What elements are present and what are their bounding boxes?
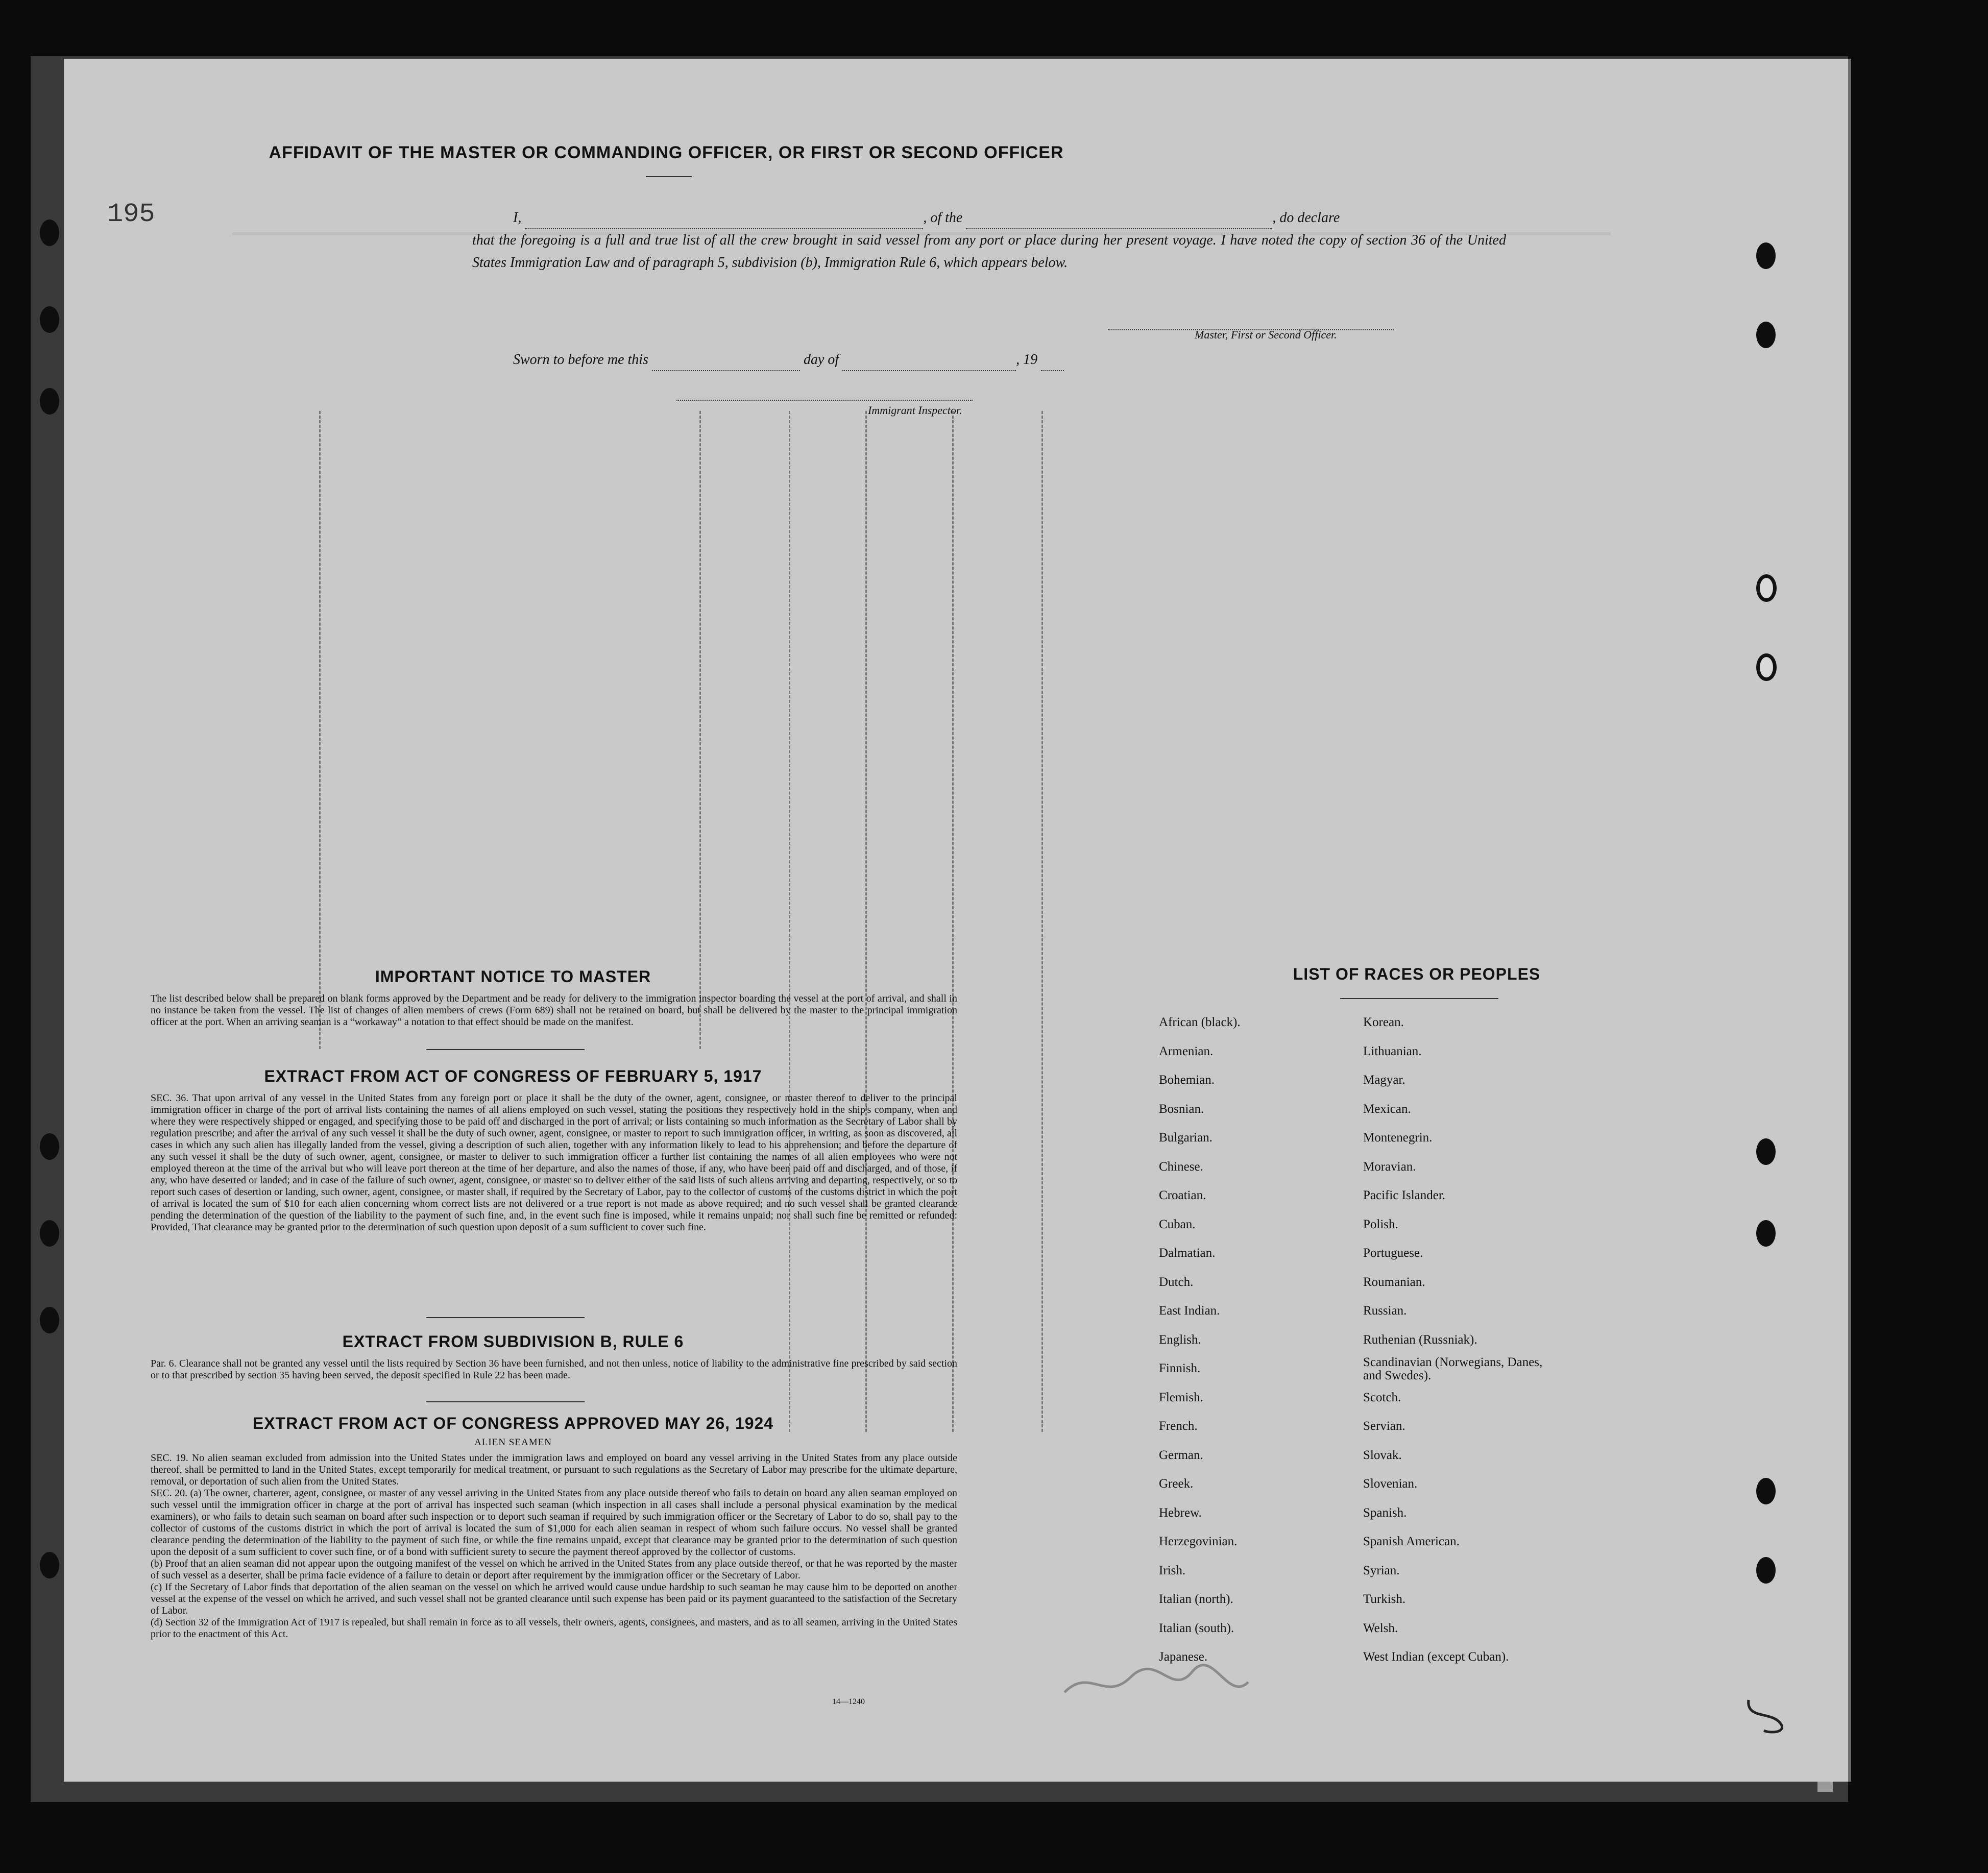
sec20d-text: (d) Section 32 of the Immigration Act of 1917 is repealed, but shall remain in force as to all vessels, their owners, agents, consignees, and masters, and as to all seamen, arriving in the United States prior to the enactment of this Act. — [151, 1617, 957, 1640]
punch-hole — [1756, 1557, 1776, 1584]
affidavit-of-the-label: , of the — [923, 210, 963, 226]
punch-hole — [1756, 1220, 1776, 1247]
grid-line — [699, 411, 701, 1049]
notice-body: The list described below shall be prepared on blank forms approved by the Department and be ready for delivery to the immigration inspector boarding the vessel at the port of arrival, and shall in no instance be taken from the vessel. The list of changes of alien members of crews (Form 689) shall not be retained on board, but shall be delivered by the master to the principal immigration officer at the port. When an arriving seaman is a “workaway” a notation to that effect should be made on the manifest. — [151, 993, 957, 1028]
extract-rule6-title: EXTRACT FROM SUBDIVISION B, RULE 6 — [342, 1332, 684, 1351]
race-item: German. — [1159, 1448, 1203, 1462]
extract-1917-title: EXTRACT FROM ACT OF CONGRESS OF FEBRUARY 5, 1917 — [264, 1067, 762, 1085]
day-of-label: day of — [803, 352, 839, 368]
race-item: Herzegovinian. — [1159, 1535, 1238, 1548]
race-item: Korean. — [1363, 1015, 1404, 1029]
race-item: Lithuanian. — [1363, 1044, 1422, 1058]
races-title: LIST OF RACES OR PEOPLES — [1293, 965, 1541, 983]
section-divider — [426, 1317, 585, 1318]
grid-line — [1041, 411, 1043, 1432]
race-item: Flemish. — [1159, 1390, 1203, 1404]
race-item: Magyar. — [1363, 1073, 1405, 1087]
race-item: Armenian. — [1159, 1044, 1214, 1058]
race-item: Montenegrin. — [1363, 1131, 1433, 1145]
binder-hole — [40, 306, 59, 333]
manifest-sheet — [64, 59, 1851, 1782]
punch-hole — [1756, 322, 1776, 348]
race-item: Scotch. — [1363, 1390, 1401, 1404]
race-item: Slovak. — [1363, 1448, 1402, 1462]
punch-hole — [1756, 1138, 1776, 1165]
notice-title: IMPORTANT NOTICE TO MASTER — [375, 967, 651, 986]
race-item: Slovenian. — [1363, 1477, 1418, 1491]
binder-hole — [40, 1220, 59, 1247]
grid-line — [319, 411, 321, 1049]
punch-hole — [1756, 653, 1777, 681]
title-divider — [646, 176, 692, 177]
grid-line — [865, 411, 867, 1432]
race-item: Pacific Islander. — [1363, 1188, 1446, 1202]
race-item: Scandinavian (Norwegians, Danes, and Swedes). — [1363, 1355, 1543, 1382]
page-number: 195 — [107, 199, 155, 229]
race-item: Italian (north). — [1159, 1592, 1233, 1606]
race-item: East Indian. — [1159, 1304, 1220, 1318]
grid-line — [952, 411, 954, 1432]
sec19-text: SEC. 19. No alien seaman excluded from admission into the United States under the immigration laws and employed on board any vessel arriving in the United States from any place outside thereof, shall be permitted to land in the United States, except temporarily for medical treatment, or pursuant to such regulations as the Secretary of Labor may prescribe for the ultimate departure, removal, or deportation of such alien from the United States. — [151, 1452, 957, 1487]
sworn-line — [513, 349, 1177, 371]
sworn-date-field[interactable] — [652, 370, 800, 371]
extract-rule6-body: Par. 6. Clearance shall not be granted any vessel until the lists required by Section 36 have been furnished, and not then unless, notice of liability to the administrative fine prescribed by said section or to that prescribed by section 35 having been served, the deposit specified in Rule 22 has been made. — [151, 1358, 957, 1381]
binder-hole — [40, 1552, 59, 1578]
corner-mark — [1743, 1690, 1795, 1736]
sec20a-text: SEC. 20. (a) The owner, charterer, agent, consignee, or master of any vessel arriving in the United States from any place outside thereof who fails to detain on board any alien seaman employed on such vessel until the immigration officer in charge at the port of arrival has inspected such seaman (which inspection in all cases shall include a personal physical examination by the medical examiners), or who fails to detain such seaman on board after such inspection or to deport such seaman if required by such immigration officer or the Secretary of Labor to do so, shall pay to the collector of customs of the customs district in which the port of arrival is located the sum of $1,000 for each alien seaman in respect of whom such failure occurs. No vessel shall be granted clearance pending the determination of the liability to the payment of such fine, or while the fine remains unpaid, except that clearance may be granted prior to the determination of such question upon the deposit of a sum sufficient to cover such fine, or of a bond with sufficient surety to secure the payment thereof approved by the collector of customs. — [151, 1488, 957, 1558]
grid-line — [789, 411, 790, 1432]
race-item: Cuban. — [1159, 1217, 1196, 1231]
section-divider — [426, 1401, 585, 1402]
sec20b-text: (b) Proof that an alien seaman did not appear upon the outgoing manifest of the vessel on which he arrived in the United States from any place outside thereof, or that he was reported by the master of such vessel as a deserter, shall be prima facie evidence of a failure to detain or deport after requirement by the immigration officer or the Secretary of Labor. — [151, 1558, 957, 1581]
race-item: Ruthenian (Russniak). — [1363, 1332, 1477, 1347]
race-item: Moravian. — [1363, 1159, 1416, 1174]
binder-hole — [40, 1133, 59, 1160]
race-item: Croatian. — [1159, 1188, 1206, 1202]
race-item: Bosnian. — [1159, 1102, 1204, 1116]
race-item: Finnish. — [1159, 1361, 1201, 1375]
affidavit-declaration — [513, 207, 1509, 229]
sworn-year-label: , 19 — [1016, 352, 1038, 368]
race-item: Portuguese. — [1363, 1246, 1423, 1260]
affidavit-i-label: I, — [513, 210, 522, 226]
race-item: Japanese. — [1159, 1650, 1208, 1664]
race-item: Spanish. — [1363, 1505, 1407, 1520]
binder-hole — [40, 1307, 59, 1333]
race-item: Bulgarian. — [1159, 1131, 1213, 1145]
sec20c-text: (c) If the Secretary of Labor finds that deportation of the alien seaman on the vessel on which he arrived would cause undue hardship to such seaman he may cause him to be deported on another vessel at the expense of the vessel on which he arrived, and such vessel shall not be granted clearance until such expense has been paid or its payment guaranteed to the satisfaction of the Secretary of Labor. — [151, 1582, 957, 1616]
pencil-scrawl — [1059, 1657, 1253, 1713]
sworn-label: Sworn to before me this — [513, 352, 648, 368]
affidavit-declare-label: , do declare — [1272, 210, 1340, 226]
binder-hole — [40, 220, 59, 246]
section-divider — [426, 1049, 585, 1050]
affidavit-body: that the foregoing is a full and true list of all the crew brought in said vessel from any port or place during her present voyage. I have noted the copy of section 36 of the United States Immigration Law and of paragraph 5, subdivision (b), Immigration Rule 6, which appears below. — [472, 232, 1506, 271]
binder-hole — [40, 388, 59, 415]
race-item: Russian. — [1363, 1304, 1407, 1318]
race-item: African (black). — [1159, 1015, 1241, 1029]
punch-hole — [1756, 1478, 1776, 1504]
races-divider — [1340, 998, 1498, 999]
race-item: Italian (south). — [1159, 1621, 1234, 1635]
race-item: Servian. — [1363, 1419, 1405, 1433]
inspector-label: Immigrant Inspector. — [868, 404, 962, 417]
race-item: Spanish American. — [1363, 1535, 1460, 1548]
race-item: French. — [1159, 1419, 1198, 1433]
extract-1917-body: SEC. 36. That upon arrival of any vessel in the United States from any foreign port or place it shall be the duty of the owner, agent, consignee, or master thereof to deliver to the principal immigration officer in charge of the port of arrival lists containing the names of all aliens employed on such vessel, stating the positions they respectively hold in the ship's company, when and where they were respectively shipped or engaged, and specifying those to be paid off and discharged in the port of arrival; or lists containing so much information as the Secretary of Labor shall by regulation prescribe; and after the arrival of any such vessel it shall be the duty of such owner, agent, consignee, or master to report to such immigration officer, in writing, as soon as discovered, all cases in which any such alien has illegally landed from the vessel, giving a description of such alien, together with any information likely to lead to his apprehension; and before the departure of any such vessel it shall be the duty of such owner, agent, consignee, or master to deliver to such immigration officer a further list containing the names of all alien employees who were not employed thereon at the time of the arrival but who will leave port thereon at the time of her departure, and also the names of those, if any, who have been paid off and discharged, and of those, if any, who have deserted or landed; and in case of the failure of such owner, agent, consignee, or master so to deliver either of the said lists of such aliens arriving and departing, respectively, or so to report such cases of desertion or landing, such owner, agent, consignee, or master shall, if required by the Secretary of Labor, pay to the collector of customs of the customs district in which the port of arrival is located the sum of $10 for each alien concerning whom correct lists are not delivered or a true report is not made as above required; and no such vessel shall be granted clearance pending the determination of the question of the liability to the payment of such fine, and, in the event such fine is imposed, while it remains unpaid; nor shall such fine be remitted or refunded: Provided, That clearance may be granted prior to the determination of such question upon deposit of a sum sufficient to cover such fine. — [151, 1092, 957, 1233]
punch-hole — [1756, 574, 1777, 602]
form-number: 14—1240 — [832, 1697, 865, 1706]
race-item: Irish. — [1159, 1563, 1186, 1577]
extract-1924-title: EXTRACT FROM ACT OF CONGRESS APPROVED MAY 26, 1924 — [252, 1414, 774, 1432]
extract-1924-body — [151, 1452, 957, 1640]
race-item: Chinese. — [1159, 1159, 1203, 1174]
race-item: Dutch. — [1159, 1275, 1194, 1289]
sworn-year-field[interactable] — [1041, 370, 1064, 371]
punch-hole — [1756, 242, 1776, 269]
affidavit-title: AFFIDAVIT OF THE MASTER OR COMMANDING OFFICER, OR FIRST OR SECOND OFFICER — [269, 143, 1064, 162]
race-item: Roumanian. — [1363, 1275, 1425, 1289]
signature-label: Master, First or Second Officer. — [1195, 328, 1337, 341]
sworn-month-field[interactable] — [842, 370, 1016, 371]
inspector-signature-line[interactable] — [676, 400, 973, 401]
race-item: Hebrew. — [1159, 1505, 1202, 1520]
race-item: Welsh. — [1363, 1621, 1398, 1635]
race-item: Polish. — [1363, 1217, 1398, 1231]
race-item: Dalmatian. — [1159, 1246, 1216, 1260]
race-item: Turkish. — [1363, 1592, 1406, 1606]
race-item: Bohemian. — [1159, 1073, 1215, 1087]
race-item: English. — [1159, 1332, 1201, 1347]
race-item: Syrian. — [1363, 1563, 1400, 1577]
race-item: West Indian (except Cuban). — [1363, 1650, 1509, 1664]
race-item: Greek. — [1159, 1477, 1194, 1491]
races-right-column — [1363, 1008, 1680, 1672]
race-item: Mexican. — [1363, 1102, 1411, 1116]
extract-1924-subtitle: ALIEN SEAMEN — [474, 1437, 552, 1448]
